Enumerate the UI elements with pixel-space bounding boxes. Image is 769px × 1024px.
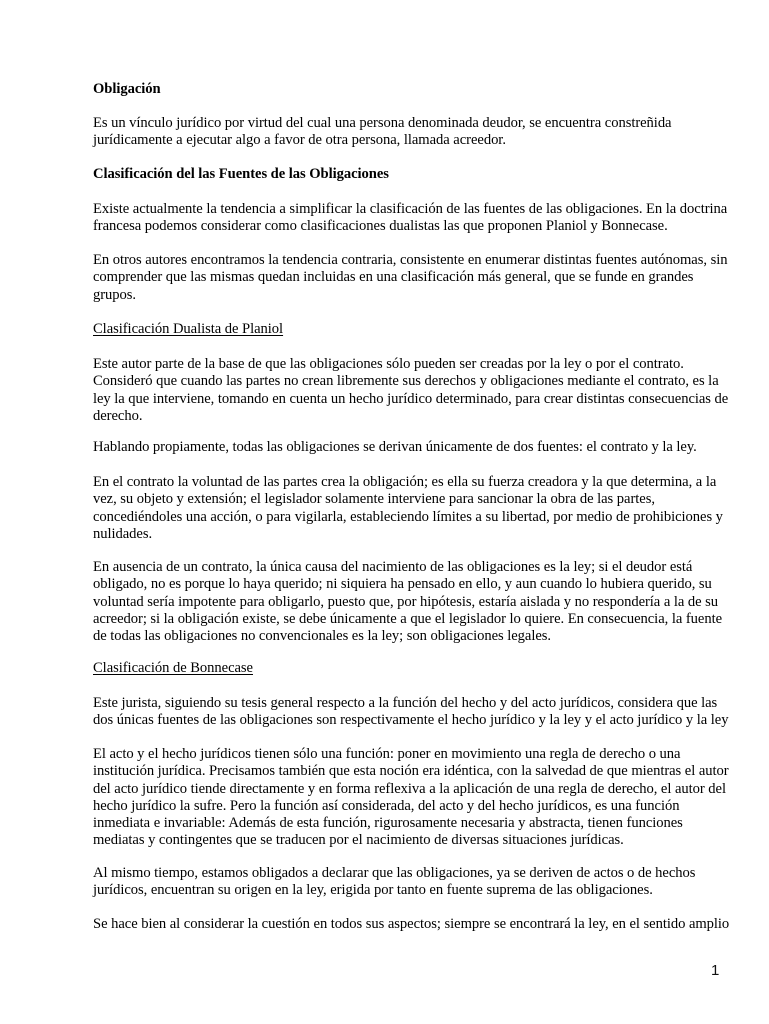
subheading-bonnecase: Clasificación de Bonnecase <box>93 660 253 676</box>
subheading-planiol: Clasificación Dualista de Planiol <box>93 321 284 337</box>
paragraph-ausencia-contrato: En ausencia de un contrato, la única causa del nacimiento de las obligaciones es la ley; si el deudor está obligado, no es porque lo haya querido; ni siquiera ha pensado en ello, y aun cuando lo hubiera querido, su voluntad sería impotente para obligarlo, puesto que, por hipótesis, estaría aislada y no respondería a la de su acreedor; si la obligación existe, se debe únicamente a que el legislador lo quiere. En consecuencia, la fuente de todas las obligaciones no convencionales es la ley; son obligaciones legales. <box>93 559 723 645</box>
section-heading-fuentes: Clasificación del las Fuentes de las Obligaciones <box>93 166 389 182</box>
paragraph-contrato-voluntad: En el contrato la voluntad de las partes crea la obligación; es ella su fuerza creadora y la que determina, a la vez, su objeto y extensión; el legislador solamente interviene para sancionar la obra de las partes, concediéndoles una acción, o para vigilarla, estableciendo límites a su libertad, por medio de prohibiciones y nulidades. <box>93 474 723 542</box>
paragraph-se-hace-bien: Se hace bien al considerar la cuestión en todos sus aspectos; siempre se encontrará la ley, en el sentido amplio <box>93 916 730 932</box>
paragraph-definition: Es un vínculo jurídico por virtud del cual una persona denominada deudor, se encuentra constreñida jurídicamente a ejecutar algo a favor de otra persona, llamada acreedor. <box>93 115 672 149</box>
page-number: 1 <box>711 962 720 979</box>
paragraph-dos-fuentes: Hablando propiamente, todas las obligaciones se derivan únicamente de dos fuentes: el contrato y la ley. <box>93 439 697 455</box>
paragraph-tendencia-contraria: En otros autores encontramos la tendencia contraria, consistente en enumerar distintas fuentes autónomas, sin comprender que las mismas quedan incluidas en una clasificación más general, que se funde en grandes grupos. <box>93 252 728 303</box>
paragraph-planiol-base: Este autor parte de la base de que las obligaciones sólo pueden ser creadas por la ley o por el contrato. Consideró que cuando las partes no crean libremente sus derechos y obligaciones mediante el contrato, es la ley la que interviene, tomando en cuenta un hecho jurídico determinado, para crear distintas consecuencias de derecho. <box>93 356 729 424</box>
document-title: Obligación <box>93 81 161 97</box>
paragraph-mismo-tiempo: Al mismo tiempo, estamos obligados a declarar que las obligaciones, ya se deriven de actos o de hechos jurídicos, encuentran su origen en la ley, erigida por tanto en fuente suprema de las obligaciones. <box>93 865 696 899</box>
paragraph-bonnecase-tesis: Este jurista, siguiendo su tesis general respecto a la función del hecho y del acto jurídicos, considera que las dos únicas fuentes de las obligaciones son respectivamente el hecho jurídico y la ley y el acto jurídico y la ley <box>93 695 729 729</box>
paragraph-tendencia-simplificar: Existe actualmente la tendencia a simplificar la clasificación de las fuentes de las obligaciones. En la doctrina francesa podemos considerar como clasificaciones dualistas las que proponen Planiol y Bonnecase. <box>93 201 728 235</box>
paragraph-acto-hecho: El acto y el hecho jurídicos tienen sólo una función: poner en movimiento una regla de derecho o una institución jurídica. Precisamos también que esta noción era idéntica, con la salvedad de que mientras el autor del acto jurídico tiende directamente y en forma reflexiva a la aplicación de una regla de derecho, el autor del hecho jurídico la sufre. Pero la función así considerada, del acto y del hecho jurídicos, es una función inmediata e invariable: Además de esta función, rigurosamente necesaria y abstracta, tienen funciones mediatas y contingentes que se traducen por el nacimiento de diversas situaciones jurídicas. <box>93 746 729 849</box>
